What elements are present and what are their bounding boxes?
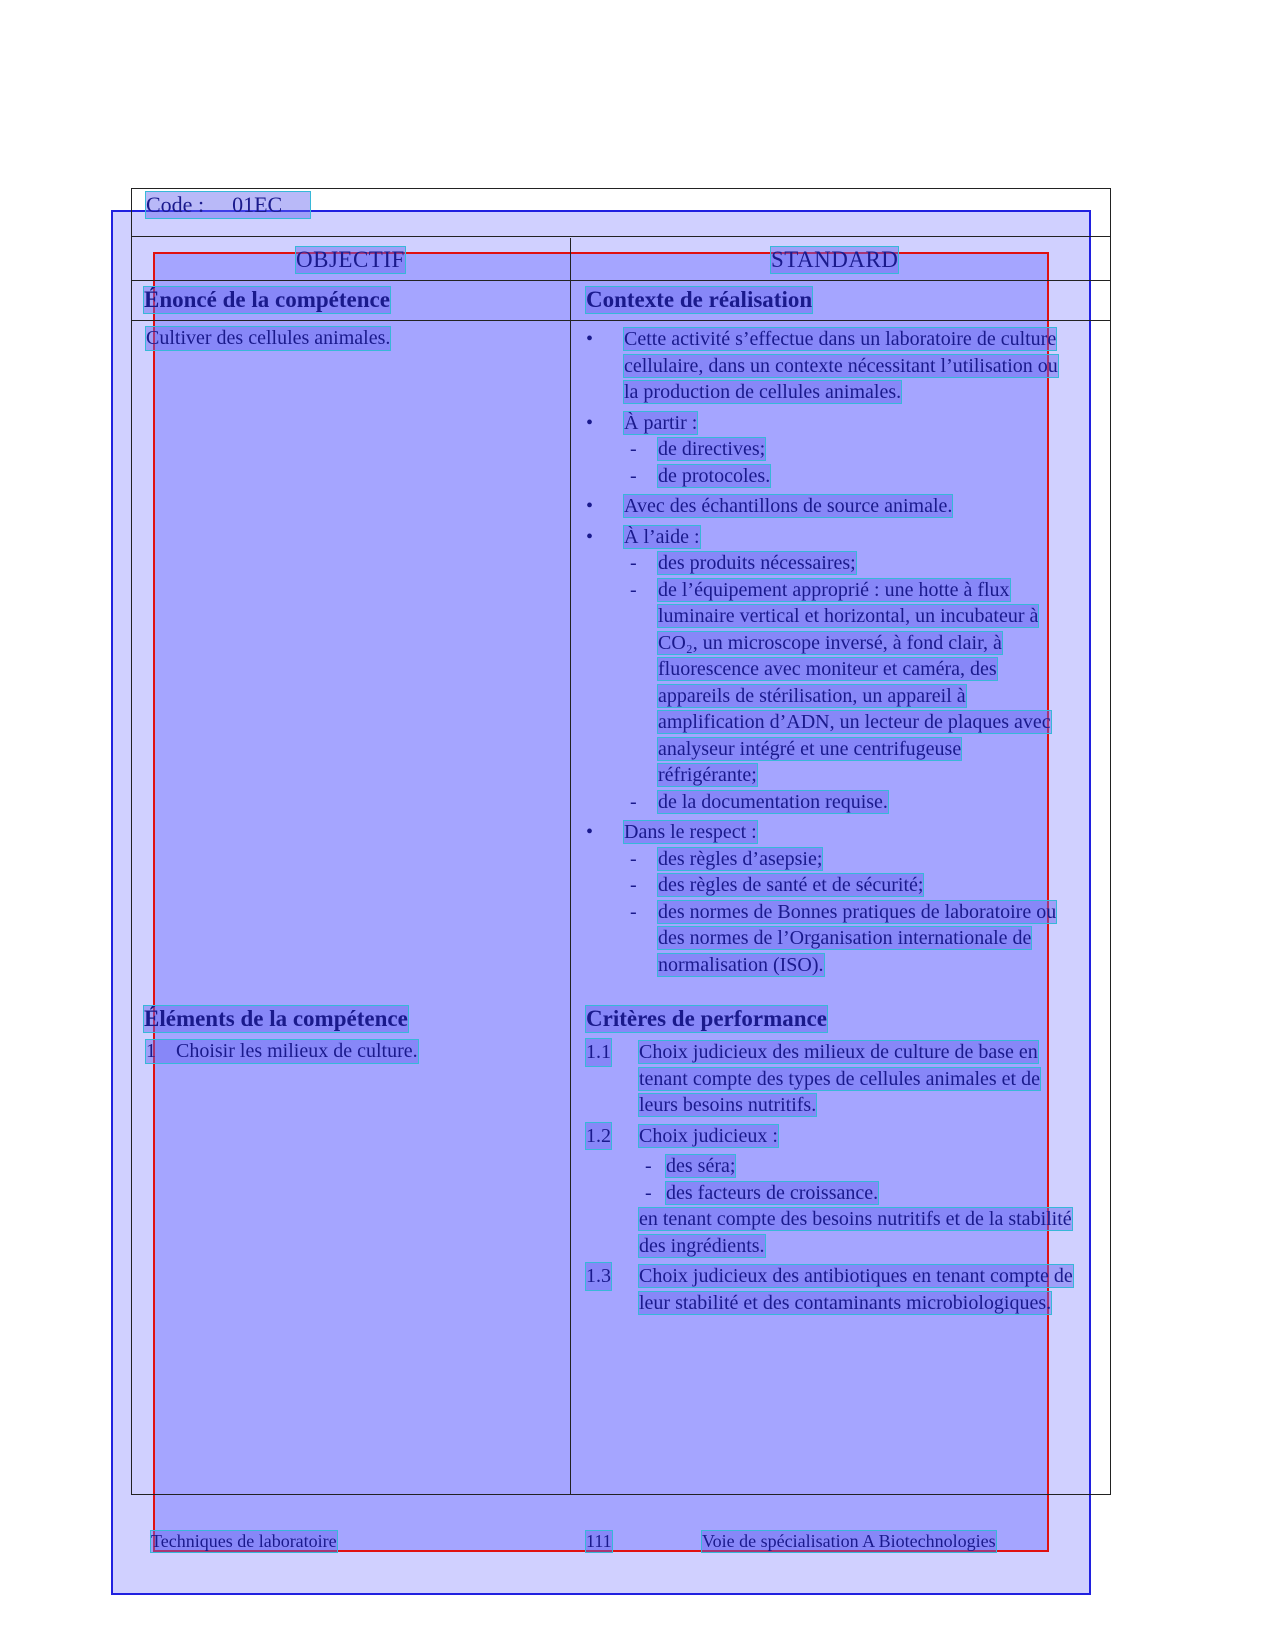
context-item-text: Avec des échantillons de source animale. xyxy=(624,495,953,517)
criteria-text: Choix judicieux : xyxy=(639,1124,778,1147)
criteria-subitem-text: des facteurs de croissance. xyxy=(666,1181,879,1204)
context-subitem xyxy=(586,550,1064,577)
context-subitem-text: des produits nécessaires; xyxy=(658,552,856,574)
code-line xyxy=(146,192,310,218)
footer-specialisation: Voie de spécialisation A Biotechnologies xyxy=(702,1531,996,1551)
context-subitem-text: des règles d’asepsie; xyxy=(658,847,823,870)
context-item-text: Cette activité s’effectue dans un laboratoire de culture cellulaire, dans un contexte nécessitant l’utilisation ou la production de cellules animales. xyxy=(624,328,1058,403)
competence-title: Énoncé de la compétence xyxy=(144,287,390,312)
code-label: Code : xyxy=(146,192,205,217)
context-item xyxy=(586,819,1064,978)
criteria-number: 1.2 xyxy=(586,1123,611,1150)
context-item xyxy=(586,326,1064,406)
context-subitem xyxy=(586,436,1064,463)
criteria-item xyxy=(586,1263,1076,1316)
context-subitem-text: de la documentation requise. xyxy=(658,790,888,813)
context-item-text: Dans le respect : xyxy=(624,821,757,843)
element-number: 1 xyxy=(146,1040,156,1062)
context-subitem-text: de l’équipement approprié : une hotte à flux luminaire vertical et horizontal, un incubateur à CO₂, un microscope inversé, à fond clair, à fluorescence avec moniteur et caméra, des appareils de stérilisation, un appareil à amplification d’ADN, un lecteur de plaques avec analyseur intégré et une centrifugeuse réfrigérante; xyxy=(658,578,1051,786)
header-standard: STANDARD xyxy=(771,247,899,272)
divider-line xyxy=(131,236,1111,237)
element-item xyxy=(146,1040,418,1063)
elements-title: Éléments de la compétence xyxy=(144,1006,408,1031)
criteria-title: Critères de performance xyxy=(586,1006,827,1031)
context-subitem-text: des règles de santé et de sécurité; xyxy=(658,874,924,896)
criteria-number: 1.1 xyxy=(586,1039,611,1066)
context-subitem-text: de directives; xyxy=(658,438,766,460)
divider-line xyxy=(131,280,1111,281)
context-subitem xyxy=(586,463,1064,490)
criteria-after-text: en tenant compte des besoins nutritifs et de la stabilité des ingrédients. xyxy=(639,1208,1072,1257)
criteria-subitem xyxy=(639,1153,1076,1180)
criteria-item xyxy=(586,1123,1076,1260)
criteria-subitem-text: des séra; xyxy=(666,1155,736,1177)
context-subitem xyxy=(586,577,1064,789)
criteria-number: 1.3 xyxy=(586,1263,611,1290)
header-objectif: OBJECTIF xyxy=(296,247,405,272)
code-value: 01EC xyxy=(232,192,283,217)
footer-program: Techniques de laboratoire xyxy=(151,1531,337,1551)
divider-line xyxy=(131,320,1111,321)
context-subitem xyxy=(586,846,1064,873)
criteria-item xyxy=(586,1039,1076,1119)
element-text: Choisir les milieux de culture. xyxy=(176,1040,418,1062)
context-list xyxy=(586,326,1064,982)
column-divider xyxy=(570,238,571,1495)
context-title: Contexte de réalisation xyxy=(586,287,813,312)
criteria-subitem xyxy=(639,1180,1076,1207)
competence-text: Cultiver des cellules animales. xyxy=(146,327,391,349)
context-subitem xyxy=(586,872,1064,899)
context-item xyxy=(586,410,1064,490)
context-item-text: À l’aide : xyxy=(624,525,700,548)
context-subitem xyxy=(586,899,1064,979)
criteria-list xyxy=(586,1039,1076,1320)
criteria-text: Choix judicieux des antibiotiques en tenant compte de leur stabilité et des contaminants microbiologiques. xyxy=(639,1265,1073,1314)
footer-page-number: 111 xyxy=(586,1531,612,1551)
context-item xyxy=(586,493,1064,520)
context-subitem-text: des normes de Bonnes pratiques de laboratoire ou des normes de l’Organisation internationale de normalisation (ISO). xyxy=(658,900,1057,976)
context-item-text: À partir : xyxy=(624,411,698,434)
context-subitem xyxy=(586,789,1064,816)
context-item xyxy=(586,524,1064,816)
criteria-text: Choix judicieux des milieux de culture de base en tenant compte des types de cellules animales et de leurs besoins nutritifs. xyxy=(639,1041,1040,1116)
context-subitem-text: de protocoles. xyxy=(658,464,771,487)
